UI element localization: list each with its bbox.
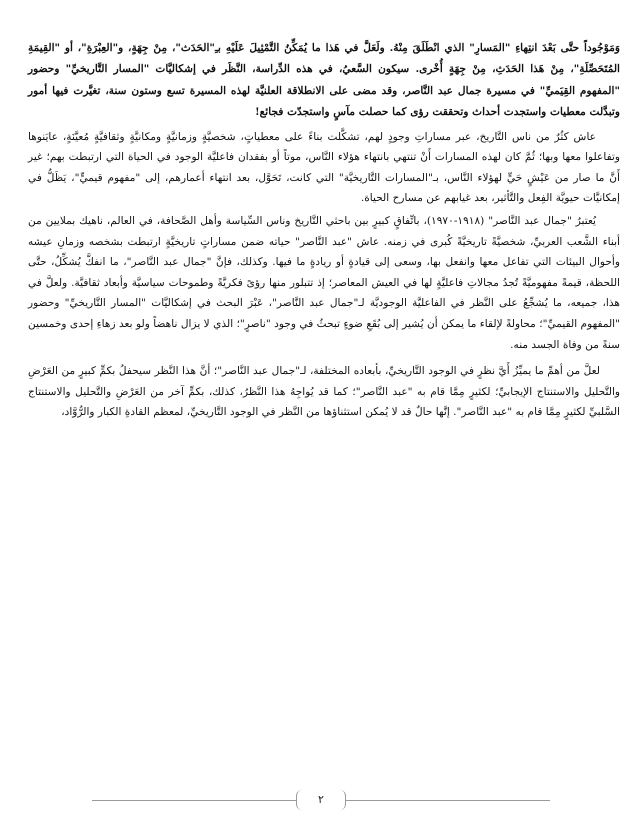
footer-rule-right: [345, 800, 550, 801]
body-paragraph: عاش كثُرٌ من ناس التَّاريخ، عبر مساراتِ وجودٍ لهم، تشكَّلت بناءً على معطياتٍ، شخصيَّةٍ وزمانيَّةٍ ومكانيَّةٍ وثقافيَّةٍ مُعيَّنَةٍ، عايَنوها وتفاعلوا معها وبها؛ ثُمَّ كان لهذه المسارات أَنْ تنتهي بانتهاء هؤلاء النَّاس، موتاً أو بفقدان فاعليَّة الوجود في الحياة التي ارتبطت بهم؛ غير أَنَّ ما صار من عَيْشٍ حَيٍّ لهؤلاء النَّاس، بـ"المسارات التَّاريخيَّة" التي كانت، تَحَوَّل، بعد انتهاء أعمارهم، إلى "مفهوم قيميٍّ"، يَظَلُّ في إمكانيَّات حيويَّة الفِعل والتَّأثير، بعد غيابهم عن مسارح الحياة.: [28, 130, 620, 205]
body-paragraph: يُعتبرُ "جمال عبد النَّاصر" (١٩١٨-١٩٧٠)، باتِّفاقٍ كبيرٍ بين باحثي التَّاريخ وناس السِّياسة وأهل الصَّحافة، في العالم، ناهيك بملايين من أبناء الشَّعب العربيِّ، شخصيَّةً تاريخيَّةً كُبرى في زمنه. عاش "عبد النَّاصر" حياته ضمن مساراتٍ تاريخيَّةٍ ارتبطت بشخصه وزمانِ عيشه وأحوال البيئات التي تفاعل معها وانفعل بها، وسعى إلى قيادةٍ أو ريادةٍ ما فيها. وكذلك، فإنَّ "جمال عبد النَّاصر"، ما انفكَّ يُشكِّلُ، حتَّى اللحظة، قيمةً مفهوميَّةً تُجدُ مجالاتِ فاعليَّةٍ لها في العيش المعاصر؛ إذ تتبلور منها رؤىً فكريَّةً وطموحات سياسيَّة وأبعاد ثقافيَّة. ولعلَّ في هذا، جميعه، ما يُشجِّعُ على النَّظر في الفاعليَّة الوجوديَّة لـ"جمال عبد النَّاصر"، عَبْرَ البحث في إشكاليَّات "المسار التَّاريخيِّ" وحضور "المفهوم القيميِّ"؛ محاولةً لإلقاء ما يمكن أن يُشير إلى بُقَعِ ضوءٍ تبحثُ في وجود "ناصرٍ"؛ الذي لا يزال ناهضاً ولو بعد زهاءِ إحدى وخمسين سنةً من وفاة الجسد منه.: [28, 215, 620, 351]
intro-paragraph: وَمَوْجُوداً حتَّى بَعْدَ انتِهاءِ "المَسارِ" الذي انْطَلَقَ مِنْهُ. ولَعَلَّ في هَذا ما يُمَكِّنُ التَّمْثِيلَ عَلَيْهِ بـِ"الحَدَث"، مِنْ جِهَةٍ، و"العِبْرَةِ"، أو "القِيمَةِ المُتَحَصِّلَةِ"، مِنْ هَذا الحَدَثِ، مِنْ جِهَةٍ أُخْرى. سيكون السَّعيُ، في هذه الدِّراسة، النَّظَر في إشكاليَّات "المسار التَّاريخيِّ" وحضور "المفهوم القِيَميِّ" في مسيرة جمال عبد النَّاصر، وقد مضى على الانطلاقة العلنيَّة لهذه المسيرة تسع وستون سنة، تغيَّرت فيها أمور وتبدَّلت معطيات واستجدت أحداث وتحققت رؤى كما حصلت مآسٍ واستجدّت فجائع!: [28, 42, 620, 119]
footer-rule-left: [92, 800, 297, 801]
body-paragraph: لعلَّ من أهمِّ ما يميِّزُ أَيَّ نظرٍ في الوجود التَّاريخيِّ، بأبعاده المختلفة، لـ"جمال عبد النَّاصر"؛ أنَّ هذا النَّظر سيحفلُ بكمٍّ كبيرٍ من العَرْضِ والتَّحليل والاستنتاج الإيجابيِّ؛ لكثيرٍ مِمَّا قام به "عبد النَّاصر"؛ كما قد يُواجِهُ هذا النَّظرُ، كذلك، بكمٍّ آخر من العَرْضِ والتَّحليل والاستنتاج السَّلبيِّ لكثيرٍ مِمَّا قام به "عبد النَّاصر". إنَّها حالٌ قد لا يُمكن استثناؤها من النَّظر في الوجود التَّاريخيِّ، لمعظم القادةِ الكبار والرُّوَّاد،: [28, 365, 620, 419]
page-footer: [92, 790, 550, 810]
document-page: [28, 38, 620, 798]
page-number: ٢: [296, 790, 346, 810]
